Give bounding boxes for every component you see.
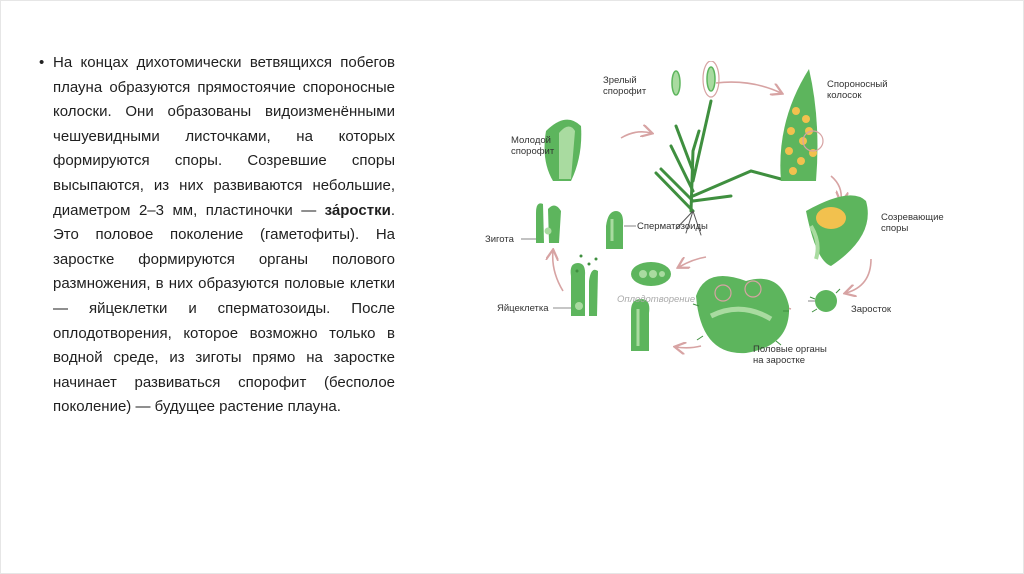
archegonium-fertilized	[631, 299, 649, 351]
label-egg-cell: Яйцеклетка	[497, 303, 549, 314]
label-mature-sporophyte-line1: Зрелый	[603, 75, 637, 86]
strobilus	[780, 69, 823, 181]
label-mature-sporophyte	[603, 75, 646, 97]
label-ripening-spores	[881, 212, 944, 234]
label-ripening-spores-line1: Созревающие	[881, 212, 944, 223]
label-prothallus: Заросток	[851, 304, 892, 315]
large-prothallus	[693, 276, 789, 353]
label-young-sporophyte	[511, 135, 554, 157]
label-fertilization: Оплодотворение	[617, 294, 696, 305]
mature-sporophyte-strobili	[672, 67, 715, 95]
label-young-sporophyte-line1: Молодой	[511, 135, 551, 146]
label-strobilus	[827, 79, 888, 101]
small-prothallus	[810, 289, 840, 312]
label-strobilus-line2: колосок	[827, 90, 862, 101]
label-zygote: Зигота	[485, 234, 514, 245]
zygote-structure	[536, 203, 561, 243]
body-paragraph	[53, 51, 395, 420]
antheridium	[631, 262, 671, 286]
label-young-sporophyte-line2: спорофит	[511, 146, 555, 157]
archegonium-egg-cell	[571, 263, 598, 316]
label-sex-organs-line1: Половые органы	[753, 344, 827, 355]
label-sex-organs	[753, 344, 827, 366]
label-spermatozoids: Сперматозоиды	[637, 221, 708, 232]
mature-sporophyte-plant	[656, 101, 781, 235]
label-strobilus-line1: Спороносный	[827, 79, 888, 90]
label-mature-sporophyte-line2: спорофит	[603, 86, 647, 97]
paragraph-text-1: На концах дихотомически ветвящихся побегов плауна образуются прямостоячие спороносные колоски. Они образованы видоизменёнными чешуевидными листочками, на которых формируются споры. Созревшие споры высыпаются, из них развиваются небольшие, диаметром 2–3 мм, пластиночки —	[53, 54, 395, 219]
paragraph-bold-term: за́ростки	[324, 201, 391, 219]
label-sex-organs-line2: на заростке	[753, 355, 806, 366]
sporophyll-with-spores	[806, 195, 868, 266]
lycopod-life-cycle-diagram	[471, 61, 971, 381]
archegonium-upper	[606, 211, 623, 249]
paragraph-text-2: . Это половое поколение (гаметофиты). На заростке формируются органы полового размножения, в них образуются половые клетки — яйцеклетки и сперматозоиды. После оплодотворения, которое возможно только в водной среде, из зиготы прямо на заростке начинает развиваться спорофит (бесполое поколение) — будущее растение плауна.	[53, 201, 395, 416]
text-block	[39, 51, 395, 420]
label-ripening-spores-line2: споры	[881, 223, 909, 234]
bullet-marker: •	[39, 54, 45, 71]
